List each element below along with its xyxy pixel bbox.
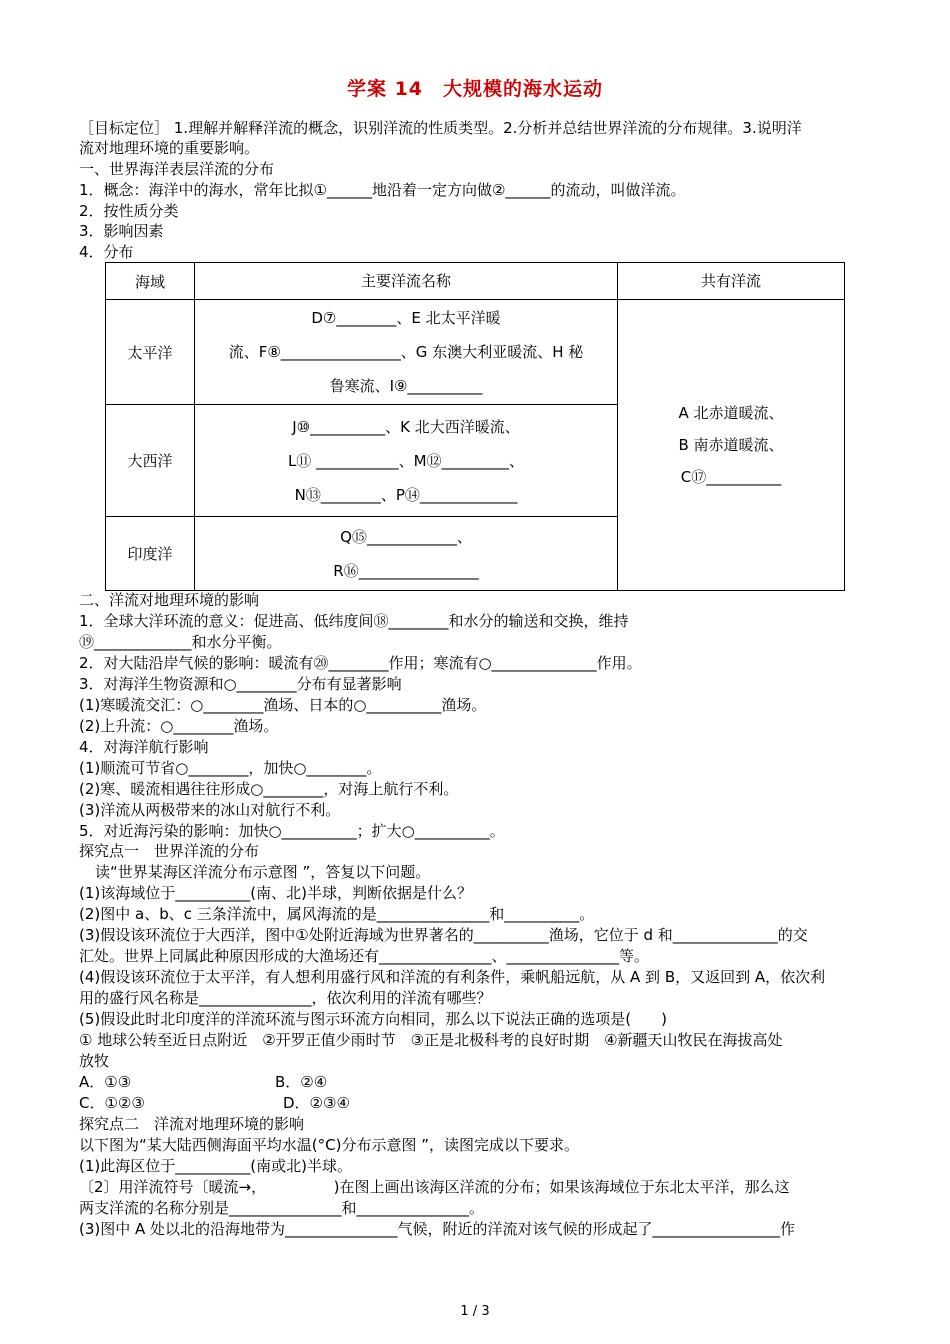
explore1-line: (5)假设此时北印度洋的洋流环流与图示环流方向相同，那么以下说法正确的选项是( )	[79, 1010, 667, 1028]
ocean-current-table	[105, 262, 845, 591]
section2-line: (2)寒、暖流相遇往往形成○________，对海上航行不利。	[79, 780, 459, 798]
explore2-line: (3)图中 A 处以北的沿海地带为_______________气候，附近的洋流对该气候的形成起了_________________作	[79, 1220, 796, 1238]
current-line: 流、F⑧________________、G 东澳大利亚暖流、H 秘	[228, 343, 584, 361]
explore2-line: 两支洋流的名称分别是_______________和_______________。	[79, 1199, 485, 1217]
option-c: C．①②③	[79, 1094, 145, 1112]
explore2-heading: 探究点二 洋流对地理环境的影响	[79, 1115, 305, 1133]
current-line: L⑪ ___________、M⑫_________、	[287, 451, 525, 470]
current-line: Q⑮____________、	[340, 527, 472, 546]
shared-line: A 北赤道暖流、	[678, 404, 784, 422]
table-cell-shared	[618, 300, 845, 591]
section1-item: 4．分布	[79, 243, 134, 261]
intro-line-2: 流对地理环境的重要影响。	[79, 139, 260, 157]
current-line: 鲁寒流、I⑨__________	[329, 377, 483, 395]
explore1-heading: 探究点一 世界洋流的分布	[79, 842, 260, 860]
explore2-line: 以下图为“某大陆西侧海面平均水温(°C)分布示意图 ”，读图完成以下要求。	[79, 1136, 579, 1154]
current-line: N⑬________、P⑭_____________	[294, 485, 518, 504]
table-header-currents: 主要洋流名称	[195, 263, 618, 300]
option-b: B．②④	[275, 1073, 328, 1091]
section2-line: (2)上升流：○________渔场。	[79, 717, 279, 735]
page-title: 学案 14 大规模的海水运动	[346, 78, 604, 100]
explore1-line: (3)假设该环流位于大西洋，图中①处附近海域为世界著名的__________渔场，它位于 d 和______________的交	[79, 926, 808, 944]
table-cell-currents	[195, 300, 618, 405]
section1-item: 2．按性质分类	[79, 202, 179, 220]
explore1-line: (2)图中 a、b、c 三条洋流中，属风海流的是_______________和__________。	[79, 905, 595, 923]
section2-line: 4．对海洋航行影响	[79, 738, 209, 756]
section1-item: 1．概念：海洋中的海水，常年比拟①______地沿着一定方向做②______的流动，叫做洋流。	[79, 181, 686, 199]
section2-heading: 二、洋流对地理环境的影响	[79, 591, 260, 609]
section1-heading: 一、世界海洋表层洋流的分布	[79, 160, 275, 178]
explore1-line: (4)假设该环流位于太平洋，有人想利用盛行风和洋流的有利条件，乘帆船远航，从 A 到 B，又返回到 A，依次利	[79, 968, 826, 986]
section2-line: 5．对近海污染的影响：加快○__________；扩大○__________。	[79, 822, 505, 840]
section2-line: ⑲_____________和水分平衡。	[79, 633, 282, 651]
table-cell-sea: 太平洋	[106, 300, 195, 405]
table-header-sea: 海域	[106, 263, 195, 300]
section2-line: (3)洋流从两极带来的冰山对航行不利。	[79, 801, 341, 819]
current-line: J⑩__________、K 北大西洋暖流、	[292, 417, 520, 436]
table-header-shared: 共有洋流	[618, 263, 845, 300]
section2-line: 3．对海洋生物资源和○________分布有显著影响	[79, 675, 402, 693]
option-a: A．①③	[79, 1073, 132, 1091]
shared-line: C⑰__________	[680, 468, 782, 486]
current-line: R⑯________________	[333, 561, 479, 580]
table-cell-sea: 大西洋	[106, 405, 195, 517]
explore2-line: 〔2〕用洋流符号〔暖流→， )在图上画出该海区洋流的分布；如果该海域位于东北太平洋，那么这	[79, 1178, 790, 1196]
explore1-line: 读“世界某海区洋流分布示意图 ”，答复以下问题。	[95, 863, 431, 881]
page-number: 1 / 3	[460, 1304, 490, 1319]
explore1-line: 汇处。世界上同属此种原因形成的大渔场还有_______________、_______________等。	[79, 947, 650, 965]
table-cell-currents	[195, 405, 618, 517]
current-line: D⑦________、E 北太平洋暖	[311, 309, 501, 327]
explore1-line: ① 地球公转至近日点附近 ②开罗正值少雨时节 ③正是北极科考的良好时期 ④新疆天山牧民在海拔高处	[79, 1031, 783, 1049]
shared-line: B 南赤道暖流、	[678, 436, 784, 454]
intro-line-1: ［目标定位］ 1.理解并解释洋流的概念，识别洋流的性质类型。2.分析并总结世界洋流的分布规律。3.说明洋	[79, 119, 802, 137]
option-d: D．②③④	[283, 1094, 350, 1112]
explore1-line: 用的盛行风名称是_______________，依次利用的洋流有哪些？	[79, 989, 492, 1007]
section2-line: 2．对大陆沿岸气候的影响：暖流有⑳________作用；寒流有○______________作用。	[79, 654, 642, 672]
section1-item: 3．影响因素	[79, 222, 164, 240]
explore1-line: (1)该海域位于__________(南、北)半球，判断依据是什么？	[79, 884, 472, 902]
section2-line: (1)顺流可节省○________，加快○________。	[79, 759, 382, 777]
section2-line: (1)寒暖流交汇：○________渔场、日本的○__________渔场。	[79, 696, 487, 714]
explore1-line: 放牧	[79, 1052, 110, 1070]
table-cell-currents	[195, 517, 618, 591]
table-cell-sea: 印度洋	[106, 517, 195, 591]
section2-line: 1．全球大洋环流的意义：促进高、低纬度间⑱________和水分的输送和交换，维持	[79, 612, 629, 630]
explore2-line: (1)此海区位于__________(南或北)半球。	[79, 1157, 352, 1175]
